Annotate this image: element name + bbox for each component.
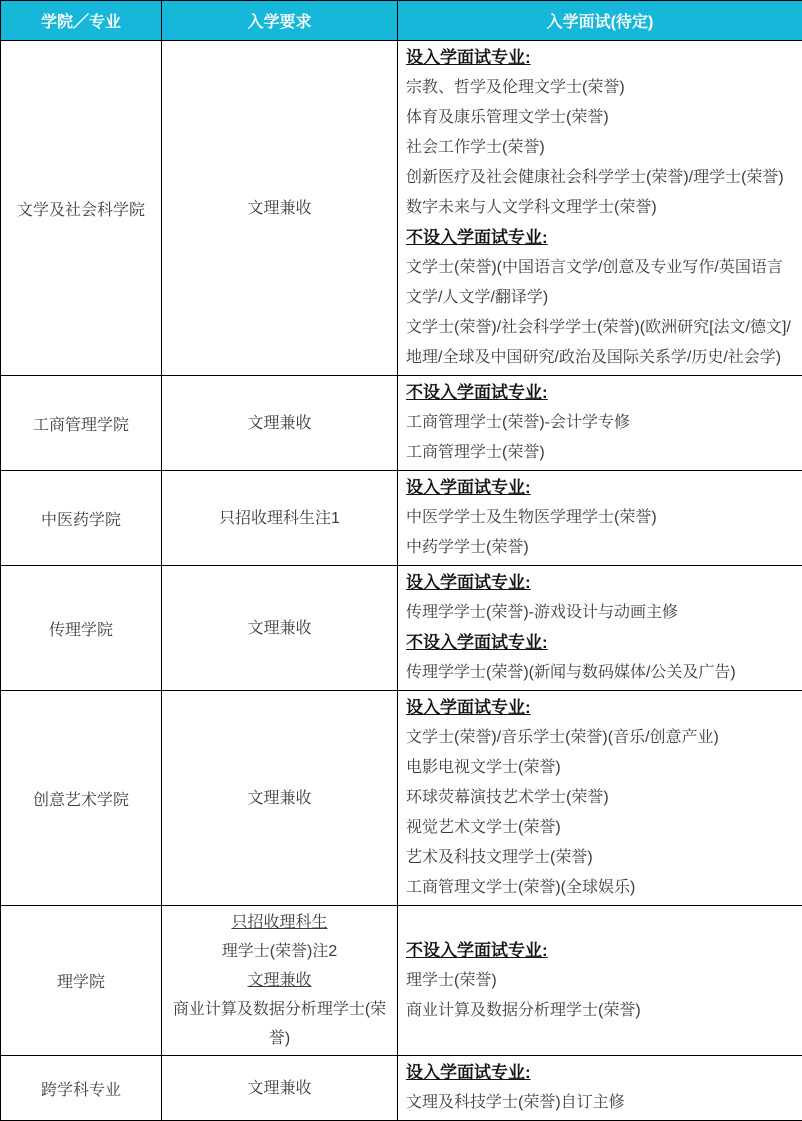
interview-program: 文学士(荣誉)/音乐学士(荣誉)(音乐/创意产业) [406,723,794,753]
college-name: 传理学院 [1,566,162,691]
cell-requirement [162,691,398,906]
requirement-line: 只招收理科生 [166,908,393,937]
interview-program: 文学士(荣誉)/社会科学学士(荣誉)(欧洲研究[法文/德文]/地理/全球及中国研究/政治及国际关系学/历史/社会学) [406,313,794,373]
table-row [1,41,802,376]
interview-program: 工商管理学士(荣誉) [406,438,794,468]
table-row [1,691,802,906]
interview-program: 商业计算及数据分析理学士(荣誉) [406,996,794,1026]
cell-interview [398,376,802,471]
cell-requirement [162,566,398,691]
cell-interview [398,471,802,566]
requirement-line: 文理兼收 [166,1074,393,1103]
interview-program: 中医学学士及生物医学理学士(荣誉) [406,503,794,533]
cell-requirement [162,471,398,566]
table-header-row [1,1,802,41]
interview-section-heading: 设入学面试专业: [406,568,794,598]
interview-program: 创新医疗及社会健康社会科学学士(荣誉)/理学士(荣誉) [406,163,794,193]
requirement-line: 文理兼收 [166,966,393,995]
cell-interview [398,566,802,691]
interview-program: 宗教、哲学及伦理文学士(荣誉) [406,73,794,103]
col-header-interview: 入学面试(待定) [398,1,802,41]
table-row [1,566,802,691]
interview-section-heading: 设入学面试专业: [406,43,794,73]
interview-program: 视觉艺术文学士(荣誉) [406,813,794,843]
interview-program: 工商管理文学士(荣誉)(全球娱乐) [406,873,794,903]
interview-section-heading: 设入学面试专业: [406,473,794,503]
interview-section-heading: 不设入学面试专业: [406,628,794,658]
cell-interview [398,906,802,1056]
interview-program: 艺术及科技文理学士(荣誉) [406,843,794,873]
college-name: 中医药学院 [1,471,162,566]
cell-requirement [162,41,398,376]
interview-section-heading: 设入学面试专业: [406,693,794,723]
cell-requirement [162,906,398,1056]
interview-section-heading: 不设入学面试专业: [406,223,794,253]
cell-interview [398,1056,802,1121]
requirement-line: 商业计算及数据分析理学士(荣誉) [166,995,393,1053]
college-name: 跨学科专业 [1,1056,162,1121]
table-row [1,471,802,566]
interview-program: 传理学学士(荣誉)-游戏设计与动画主修 [406,598,794,628]
requirement-line: 文理兼收 [166,409,393,438]
requirement-line: 文理兼收 [166,784,393,813]
interview-program: 文学士(荣誉)(中国语言文学/创意及专业写作/英国语言文学/人文学/翻译学) [406,253,794,313]
college-name: 工商管理学院 [1,376,162,471]
cell-requirement [162,1056,398,1121]
interview-program: 数字未来与人文学科文理学士(荣誉) [406,193,794,223]
interview-program: 传理学学士(荣誉)(新闻与数码媒体/公关及广告) [406,658,794,688]
table-row [1,1056,802,1121]
interview-program: 理学士(荣誉) [406,966,794,996]
requirement-line: 理学士(荣誉)注2 [166,937,393,966]
interview-program: 体育及康乐管理文学士(荣誉) [406,103,794,133]
cell-interview [398,691,802,906]
requirement-line: 只招收理科生注1 [166,504,393,533]
requirement-line: 文理兼收 [166,614,393,643]
college-name: 理学院 [1,906,162,1056]
col-header-requirement: 入学要求 [162,1,398,41]
table-row [1,376,802,471]
college-name: 文学及社会科学院 [1,41,162,376]
interview-program: 工商管理学士(荣誉)-会计学专修 [406,408,794,438]
table-row [1,906,802,1056]
interview-program: 环球荧幕演技艺术学士(荣誉) [406,783,794,813]
interview-section-heading: 不设入学面试专业: [406,378,794,408]
cell-interview [398,41,802,376]
col-header-college: 学院／专业 [1,1,162,41]
cell-requirement [162,376,398,471]
interview-program: 文理及科技学士(荣誉)自订主修 [406,1088,794,1118]
requirement-line: 文理兼收 [166,194,393,223]
interview-program: 中药学学士(荣誉) [406,533,794,563]
interview-program: 电影电视文学士(荣誉) [406,753,794,783]
interview-section-heading: 设入学面试专业: [406,1058,794,1088]
college-name: 创意艺术学院 [1,691,162,906]
interview-section-heading: 不设入学面试专业: [406,936,794,966]
interview-program: 社会工作学士(荣誉) [406,133,794,163]
